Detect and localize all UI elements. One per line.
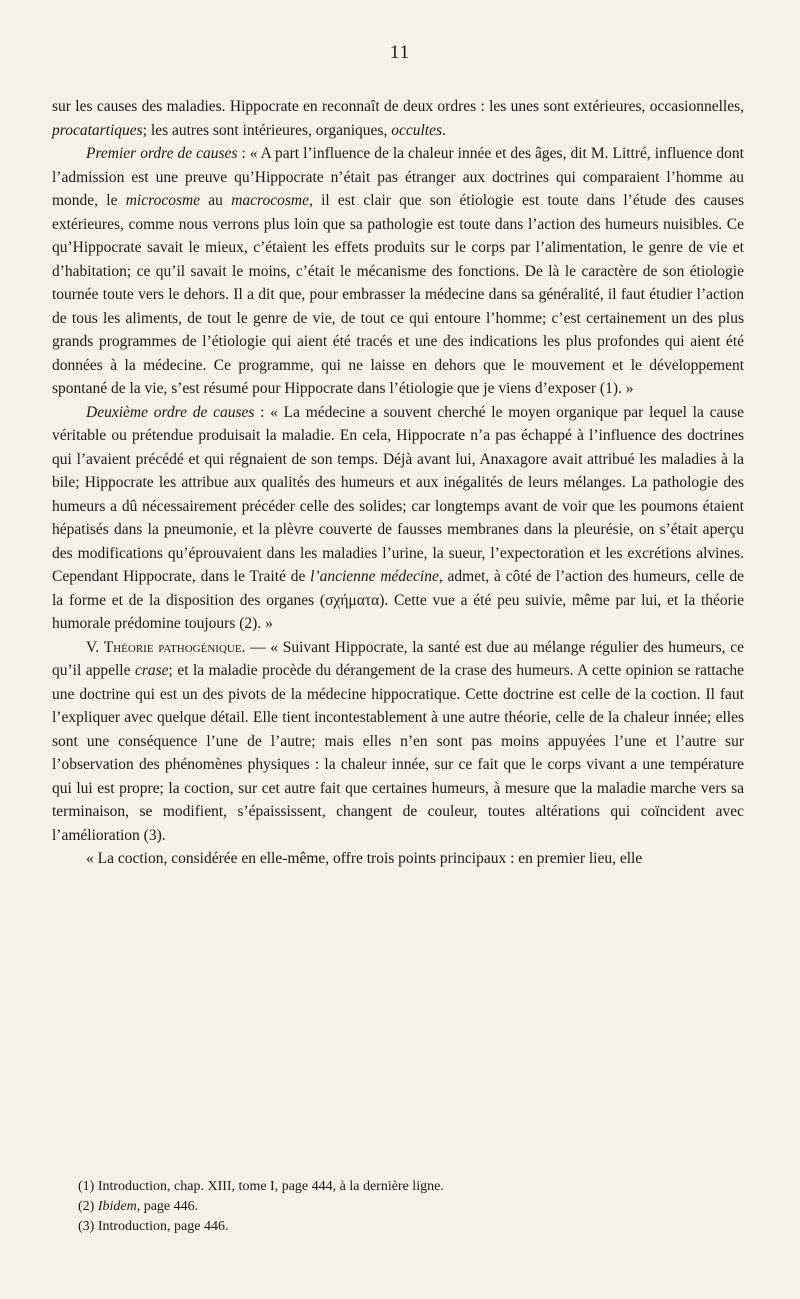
footnote: (3) Introduction, page 446. bbox=[78, 1219, 229, 1234]
section-lead: Premier ordre de causes bbox=[86, 145, 238, 162]
footnote: (2) Ibidem, page 446. bbox=[78, 1199, 199, 1214]
paragraph-intro: sur les causes des maladies. Hippocrate en reconnaît de deux ordres : les unes sont extérieures, occasionnelles, procatartiques; les autres sont intérieures, organiques, occultes. bbox=[52, 98, 744, 139]
footnotes bbox=[78, 1177, 738, 1237]
footnote: (1) Introduction, chap. XIII, tome I, page 444, à la dernière ligne. bbox=[78, 1179, 444, 1194]
paragraph-deuxieme-ordre: Deuxième ordre de causes : « La médecine a souvent cherché le moyen organique par lequel la cause véritable ou prétendue produisait la maladie. En cela, Hippocrate n’a pas échappé à l’influence des doctrines qui l’avaient précédé et qui régnaient de son temps. Déjà avant lui, Anaxagore avait attribué les maladies à la bile; Hippocrate les attribue aux qualités des humeurs et aux inégalités de leurs mélanges. La pathologie des humeurs a dû nécessairement précéder celle des solides; car longtemps avant de voir que les poumons étaient hépatisés dans la pneumonie, et la plèvre couverte de fausses membranes dans la pleurésie, on s’était aperçu des modifications qu’éprouvaient dans les maladies l’urine, la sueur, l’expectoration et les excrétions alvines. Cependant Hippocrate, dans le Traité de l’ancienne médecine, admet, à côté de l’action des humeurs, celle de la forme et de la disposition des organes (σχήματα). Cette vue a été peu suivie, même par lui, et la théorie humorale prédomine toujours (2). » bbox=[52, 403, 745, 632]
body-text bbox=[52, 95, 744, 871]
greek-term: σχήματα bbox=[325, 591, 380, 609]
paragraph-theorie-pathogenique: V. Théorie pathogénique. — « Suivant Hippocrate, la santé est due au mélange régulier des humeurs, ce qu’il appelle crase; et la maladie procède du dérangement de la crase des humeurs. A cette opinion se rattache une doctrine qui est un des pivots de la médecine hippocratique. Cette doctrine est celle de la coction. Il faut l’expliquer avec quelque détail. Elle tient incontestablement à une autre théorie, celle de la chaleur innée; elles sont une conséquence l’une de l’autre; mais elles n’en sont pas moins appuyées l’une et l’autre sur l’observation des phénomènes physiques : la chaleur innée, sur ce fait que le corps vivant a une température qui lui est propre; la coction, sur cet autre fait que certaines humeurs, à mesure que la maladie marche vers sa terminaison, se modifient, s’épaississent, changent de couleur, toutes altérations qui coïncident avec l’amélioration (3). bbox=[52, 638, 744, 844]
section-heading: Théorie pathogénique. bbox=[103, 638, 246, 656]
paragraph-premier-ordre: Premier ordre de causes : « A part l’influence de la chaleur innée et des âges, dit M. Littré, influence dont l’admission est une preuve qu’Hippocrate n’était pas étranger aux doctrines qui comparaient l’homme au monde, le microcosme au macrocosme, il est clair que son étiologie est toute dans l’étude des causes extérieures, comme nous verrons plus loin que sa pathologie est toute dans l’action des humeurs nuisibles. Ce qu’Hippocrate savait le mieux, c’étaient les effets produits sur le corps par l’alimentation, le genre de vie et d’habitation; ce qu’il savait le moins, c’était le mécanisme des fonctions. De là le caractère de son étiologie tournée toute vers le dehors. Il a dit que, pour embrasser la médecine dans sa généralité, il faut étudier l’action de tous les aliments, de tout le genre de vie, de tout ce qui entoure l’homme; c’est certainement un des plus grands programmes de l’étiologie qui aient été tracés et une des indications les plus profondes qui aient été données à la médecine. Ce programme, qui ne laisse en dehors que le mouvement et le développement spontané de la vie, s’est résumé pour Hippocrate dans l’étiologie que je viens d’exposer (1). » bbox=[52, 145, 745, 397]
section-lead: Deuxième ordre de causes bbox=[86, 403, 255, 421]
paragraph-coction: « La coction, considérée en elle-même, offre trois points principaux : en premier lieu, elle bbox=[86, 850, 643, 867]
page-number: 11 bbox=[389, 42, 411, 63]
